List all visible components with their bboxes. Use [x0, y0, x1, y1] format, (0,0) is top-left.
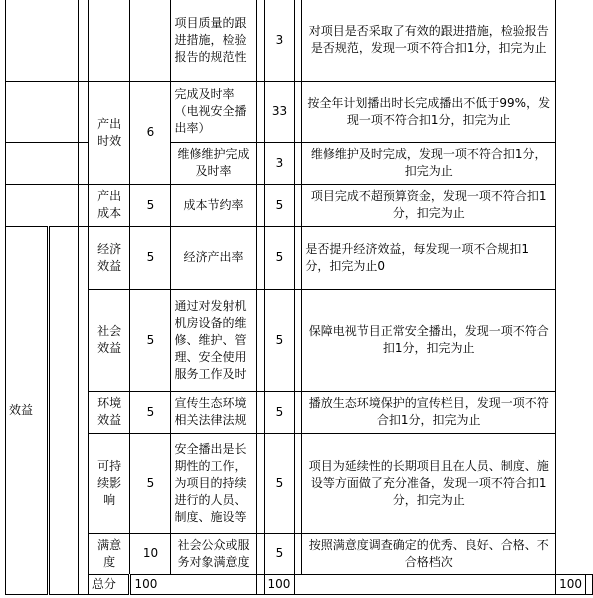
level2-score: [130, 0, 171, 81]
spacer-cell: [295, 81, 302, 142]
level2-score: 10: [130, 533, 171, 574]
indicator-score: 33: [264, 81, 295, 142]
level1-cell: [6, 81, 79, 142]
spacer-cell: [79, 142, 89, 184]
indicator-score: 3: [264, 0, 295, 81]
total-row: [6, 574, 593, 594]
indicator-cell: 完成及时率（电视安全播出率）: [171, 81, 256, 142]
spacer-cell: [48, 226, 79, 594]
spacer-cell: [256, 533, 264, 574]
total-score: 100: [556, 574, 586, 594]
spacer-cell: [256, 184, 264, 226]
spacer-cell: [295, 0, 302, 81]
table-row: [6, 184, 593, 226]
spacer-cell: [295, 574, 556, 594]
indicator-score: 5: [264, 184, 295, 226]
indicator-cell: 成本节约率: [171, 184, 256, 226]
spacer-cell: [295, 433, 302, 533]
spacer-cell: [256, 226, 264, 289]
level1-cell: [6, 184, 79, 226]
indicator-score: 5: [264, 226, 295, 289]
indicator-cell: 社会公众或服务对象满意度: [171, 533, 256, 574]
level2-cell: 满意度: [88, 533, 130, 574]
indicator-cell: 经济产出率: [171, 226, 256, 289]
level2-score: 5: [130, 184, 171, 226]
indicator-cell: 通过对发射机机房设备的维修、维护、管理、安全使用服务工作及时: [171, 289, 256, 391]
spacer-cell: [79, 184, 89, 226]
table-row: [6, 289, 593, 391]
spacer-cell: [295, 142, 302, 184]
level1-cell: [6, 142, 79, 184]
table-row: [6, 226, 593, 289]
total-score: 100: [130, 574, 256, 594]
indicator-score: 3: [264, 142, 295, 184]
level2-cell: 环境效益: [88, 391, 130, 433]
standard-cell: 项目为延续性的长期项目且在人员、制度、施设等方面做了充分准备，发现一项不符合扣1分，扣完为止: [302, 433, 556, 533]
indicator-score: 5: [264, 391, 295, 433]
standard-cell: 项目完成不超预算资金，发现一项不符合扣1分，扣完为止: [302, 184, 556, 226]
spacer-cell: [586, 574, 593, 594]
indicator-cell: 维修维护完成及时率: [171, 142, 256, 184]
spacer-cell: [256, 0, 264, 81]
spacer-cell: [295, 533, 302, 574]
indicator-cell: 安全播出是长期性的工作，为项目的持续进行的人员、制度、施设等: [171, 433, 256, 533]
standard-cell: 对项目是否采取了有效的跟进措施，检验报告是否规范，发现一项不符合扣1分，扣完为止: [302, 0, 556, 81]
level2-cell: 产出时效: [88, 81, 130, 184]
level2-score: 5: [130, 289, 171, 391]
total-score: 100: [264, 574, 295, 594]
standard-cell: 是否提升经济效益，每发现一项不合规扣1分，扣完为止0: [302, 226, 556, 289]
spacer-cell: [79, 0, 89, 81]
level2-score: 6: [130, 81, 171, 184]
spacer-cell: [295, 226, 302, 289]
spacer-cell: [256, 391, 264, 433]
spacer-cell: [256, 289, 264, 391]
spacer-cell: [295, 289, 302, 391]
spacer-cell: [79, 226, 89, 594]
spacer-cell: [295, 391, 302, 433]
level2-cell: 可持续影响: [88, 433, 130, 533]
standard-cell: 保障电视节目正常安全播出，发现一项不符合扣1分，扣完为止: [302, 289, 556, 391]
spacer-cell: [256, 81, 264, 142]
evaluation-table: [5, 0, 593, 595]
level2-score: 5: [130, 433, 171, 533]
indicator-cell: 项目质量的跟进措施，检验报告的规范性: [171, 0, 256, 81]
level2-score: 5: [130, 226, 171, 289]
spacer-cell: [295, 184, 302, 226]
level2-score: 5: [130, 391, 171, 433]
standard-cell: 按全年计划播出时长完成播出不低于99%，发现一项不符合扣1分，扣完为止: [302, 81, 556, 142]
benefit-label: 效益: [6, 226, 49, 594]
indicator-score: 5: [264, 533, 295, 574]
indicator-cell: 宣传生态环境相关法律法规: [171, 391, 256, 433]
table-row: [6, 391, 593, 433]
spacer-cell: [256, 574, 264, 594]
table-row: [6, 533, 593, 574]
level2-cell: [88, 0, 130, 81]
total-label: 总分: [88, 574, 130, 594]
indicator-score: 5: [264, 433, 295, 533]
standard-cell: 维修维护及时完成，发现一项不符合扣1分，扣完为止: [302, 142, 556, 184]
level2-cell: 经济效益: [88, 226, 130, 289]
spacer-cell: [256, 433, 264, 533]
level2-cell: 社会效益: [88, 289, 130, 391]
table-row: [6, 433, 593, 533]
standard-cell: 按照满意度调查确定的优秀、良好、合格、不合格档次: [302, 533, 556, 574]
table-row: [6, 0, 593, 81]
spacer-cell: [256, 142, 264, 184]
level2-cell: 产出成本: [88, 184, 130, 226]
level1-cell: [6, 0, 79, 81]
standard-cell: 播放生态环境保护的宣传栏目，发现一项不符合扣1分，扣完为止: [302, 391, 556, 433]
indicator-score: 5: [264, 289, 295, 391]
spacer-cell: [79, 81, 89, 142]
table-row: [6, 81, 593, 142]
